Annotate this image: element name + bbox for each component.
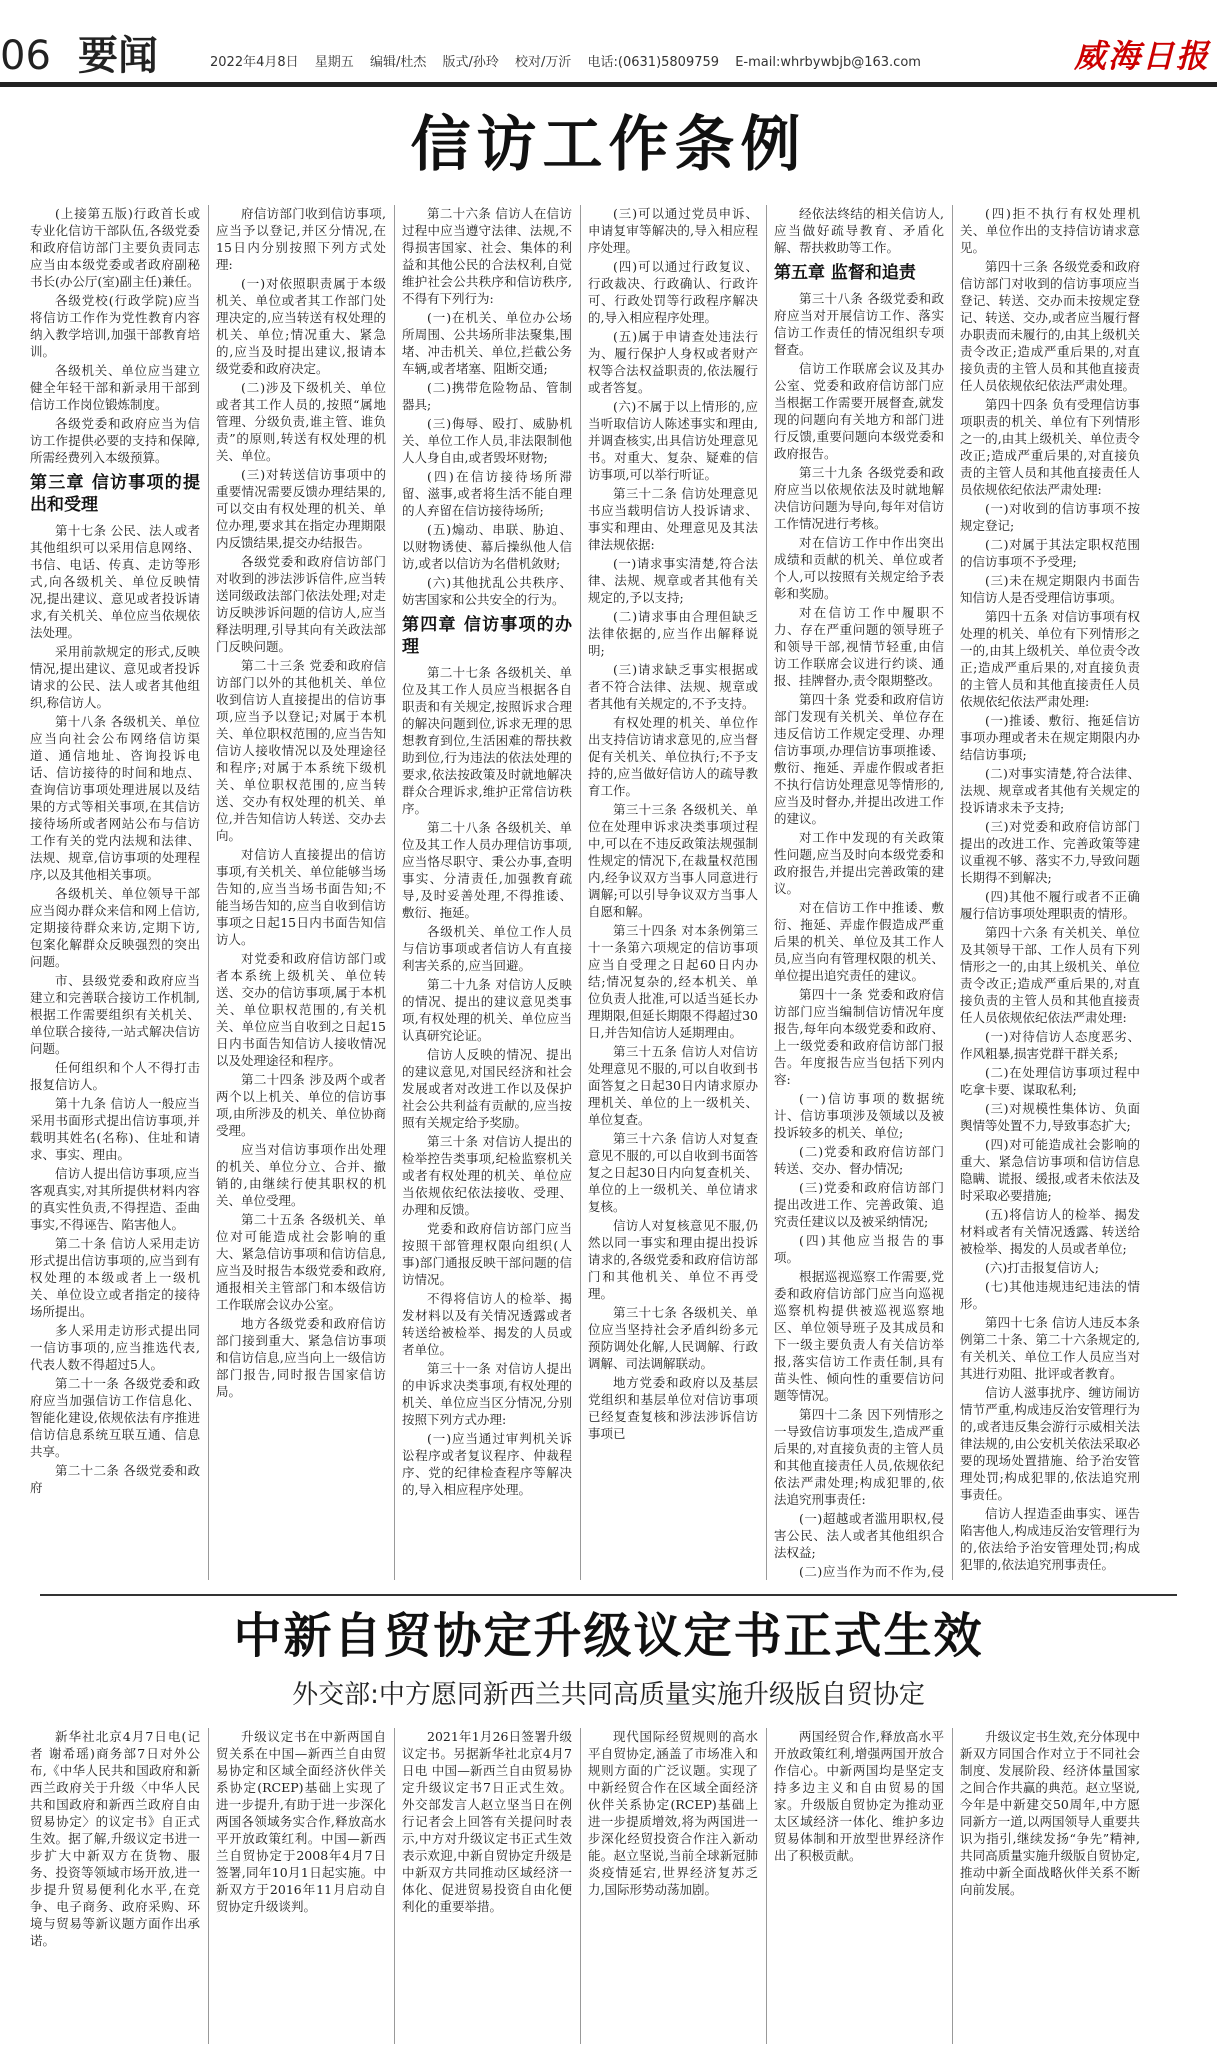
paragraph: (三)对转送信访事项中的重要情况需要反馈办理结果的,可以交由有权处理的机关、单位办理,要求其在指定办理期限内反馈结果,提交办结报告。 [216,467,386,550]
paragraph: 第二十六条 信访人在信访过程中应当遵守法律、法规,不得损害国家、社会、集体的利益和其他公民的合法权利,自觉维护社会公共秩序和信访秩序,不得有下列行为: [402,206,572,306]
column-3-paragraphs [402,205,572,608]
paragraph: 府信访部门收到信访事项,应当予以登记,并区分情况,在15日内分别按照下列方式处理: [216,206,386,272]
paragraph: 第四十六条 有关机关、单位及其领导干部、工作人员有下列情形之一的,由其上级机关、单位责令改正;造成严重后果的,对直接负责的主管人员和其他直接责任人员依规依纪依法严肃处理: [960,925,1140,1025]
column-4-paragraphs [588,205,758,1442]
paragraph: 第四十七条 信访人违反本条例第二十条、第二十六条规定的,有关机关、单位工作人员应当对其进行劝阻、批评或者教育。 [960,1315,1140,1381]
column-separator [952,1728,953,2044]
paragraph: (二)在处理信访事项过程中吃拿卡要、谋取私利; [960,1065,1140,1097]
paragraph: (三)侮辱、殴打、威胁机关、单位工作人员,非法限制他人人身自由,或者毁坏财物; [402,416,572,465]
paragraph: 市、县级党委和政府应当建立和完善联合接访工作机制,根据工作需要组织有关机关、单位联合接待,一站式解决信访问题。 [30,973,200,1056]
section-title: 要闻 [78,33,158,79]
paragraph: (三)对党委和政府信访部门提出的改进工作、完善政策等建议重视不够、落实不力,导致问题长期得不到解决; [960,819,1140,885]
column-separator [580,205,581,1580]
column-3-paragraphs-b [402,664,572,1498]
paragraph: (一)超越或者滥用职权,侵害公民、法人或者其他组织合法权益; [774,1511,944,1560]
editor-credit: 编辑/杜杰 [369,55,427,70]
masthead-rule [0,82,1217,87]
paragraph: 第四十二条 因下列情形之一导致信访事项发生,造成严重后果的,对直接负责的主管人员和其他直接责任人员,依规依纪依法严肃处理;构成犯罪的,依法追究刑事责任: [774,1407,944,1507]
paragraph: (四)在信访接待场所滞留、滋事,或者将生活不能自理的人弃留在信访接待场所; [402,469,572,518]
article-2-column-1 [30,1728,200,2044]
paragraph: 第三十九条 各级党委和政府应当以依规依法及时就地解决信访问题为导向,每年对信访工作情况进行考核。 [774,465,944,531]
paragraph: 对工作中发现的有关政策性问题,应当及时向本级党委和政府报告,并提出完善政策的建议。 [774,830,944,896]
paragraph: 任何组织和个人不得打击报复信访人。 [30,1060,200,1092]
layout-credit: 版式/孙玲 [442,55,499,70]
paragraph: 信访人提出信访事项,应当客观真实,对其所提供材料内容的真实性负责,不得捏造、歪曲事实,不得诬告、陷害他人。 [30,1166,200,1232]
paragraph: 各级机关、单位领导干部应当阅办群众来信和网上信访,定期接待群众来访,定期下访,包案化解群众反映强烈的突出问题。 [30,886,200,969]
column-2-paragraphs [216,205,386,1400]
column-separator [580,1728,581,2044]
column-5-paragraphs [774,205,944,256]
paragraph: (五)属于申请查处违法行为、履行保护人身权或者财产权等合法权益职责的,依法履行或者答复。 [588,329,758,395]
article-2-column-6 [960,1728,1140,2044]
paragraph: 第二十三条 党委和政府信访部门以外的其他机关、单位收到信访人直接提出的信访事项,应当予以登记;对属于本机关、单位职权范围的,应当告知信访人接收情况以及处理途径和程序;对属于本系统下级机关、单位职权范围的,应当转送、交办有权处理的机关、单位,并告知信访人转送、交办去向。 [216,658,386,843]
paragraph: (二)携带危险物品、管制器具; [402,380,572,412]
article-headline: 信访工作条例 [410,110,807,180]
paragraph: (四)可以通过行政复议、行政裁决、行政确认、行政许可、行政处罚等行政程序解决的,导入相应程序处理。 [588,259,758,325]
paragraph: 经依法终结的相关信访人,应当做好疏导教育、矛盾化解、帮扶救助等工作。 [774,206,944,255]
column-6-paragraphs [960,205,1140,1573]
paragraph: (三)请求缺乏事实根据或者不符合法律、法规、规章或者其他有关规定的,不予支持。 [588,662,758,711]
newspaper-logo: 威海日报 [1073,37,1210,75]
paragraph: 第四十三条 各级党委和政府信访部门对收到的信访事项应当登记、转送、交办而未按规定登记、转送、交办,或者应当履行督办职责而未履行的,由其上级机关责令改正;造成严重后果的,对直接负责的主管人员和其他直接责任人员依规依纪依法严肃处理。 [960,259,1140,393]
paragraph: (一)对依照职责属于本级机关、单位或者其工作部门处理决定的,应当转送有权处理的机关、单位;情况重大、紧急的,应当及时提出建议,报请本级党委和政府决定。 [216,276,386,376]
issue-date: 2022年4月8日 [210,55,299,70]
paragraph: (二)对属于其法定职权范围的信访事项不予受理; [960,537,1140,569]
paragraph: (一)信访事项的数据统计、信访事项涉及领域以及被投诉较多的机关、单位; [774,1091,944,1140]
paragraph: 第二十七条 各级机关、单位及其工作人员应当根据各自职责和有关规定,按照诉求合理的解决问题到位,诉求无理的思想教育到位,生活困难的帮扶救助到位,行为违法的依法处理的要求,依法按政策及时就地解决群众合理诉求,维护正常信访秩序。 [402,665,572,816]
paragraph: 第十八条 各级机关、单位应当向社会公布网络信访渠道、通信地址、咨询投诉电话、信访接待的时间和地点、查询信访事项处理进展以及结果的方式等相关事项,在其信访接待场所或者网站公布与信访工作有关的党内法规和法律、法规、规章,信访事项的处理程序,以及其他相关事项。 [30,714,200,882]
paragraph: 信访工作联席会议及其办公室、党委和政府信访部门应当根据工作需要开展督查,就发现的问题向有关地方和部门进行反馈,重要问题向本级党委和政府报告。 [774,361,944,461]
issue-weekday: 星期五 [314,55,354,70]
paragraph: 采用前款规定的形式,反映情况,提出建议、意见或者投诉请求的公民、法人或者其他组织,称信访人。 [30,644,200,710]
article-2-column-4 [588,1728,758,2044]
paragraph: 第三十三条 各级机关、单位在处理申诉求决类事项过程中,可以在不违反政策法规强制性规定的情况下,在裁量权范围内,经争议双方当事人同意进行调解;可以引导争议双方当事人自愿和解。 [588,802,758,919]
paragraph: (一)应当通过审判机关诉讼程序或者复议程序、仲裁程序、党的纪律检查程序等解决的,导入相应程序处理。 [402,1431,572,1497]
paragraph: 第二十一条 各级党委和政府应当加强信访工作信息化、智能化建设,依规依法有序推进信访信息系统互联互通、信息共享。 [30,1376,200,1459]
paragraph: 第二十二条 各级党委和政府 [30,1463,200,1495]
chapter-3-heading: 第三章 信访事项的提出和受理 [30,473,200,515]
section-divider [40,1594,1177,1596]
paragraph: (一)对待信访人态度恶劣、作风粗暴,损害党群干群关系; [960,1029,1140,1061]
paragraph: (三)可以通过党员申诉、申请复审等解决的,导入相应程序处理。 [588,206,758,255]
paragraph: 第三十四条 对本条例第三十一条第六项规定的信访事项应当自受理之日起60日内办结;情况复杂的,经本机关、单位负责人批准,可以适当延长办理期限,但延长期限不得超过30日,并告知信访人延期理由。 [588,923,758,1040]
paragraph: 第三十一条 对信访人提出的申诉求决类事项,有权处理的机关、单位应当区分情况,分别按照下列方式办理: [402,1361,572,1427]
column-separator [394,205,395,1580]
paragraph: 第三十二条 信访处理意见书应当载明信访人投诉请求、事实和理由、处理意见及其法律法规依据: [588,486,758,552]
column-1-paragraphs-b [30,522,200,1496]
paragraph: 第三十八条 各级党委和政府应当对开展信访工作、落实信访工作责任的情况组织专项督查。 [774,291,944,357]
paragraph: 第二十九条 对信访人反映的情况、提出的建议意见类事项,有权处理的机关、单位应当认真研究论证。 [402,977,572,1043]
paragraph: 信访人反映的情况、提出的建议意见,对国民经济和社会发展或者对改进工作以及保护社会公共利益有贡献的,应当按照有关规定给予奖励。 [402,1047,572,1130]
paragraph: 各级党委和政府信访部门对收到的涉法涉诉信件,应当转送同级政法部门依法处理;对走访反映涉诉问题的信访人,应当释法明理,引导其向有关政法部门反映问题。 [216,554,386,654]
paragraph: (四)拒不执行有权处理机关、单位作出的支持信访请求意见。 [960,206,1140,255]
masthead-info-line [210,56,933,70]
paragraph: (七)其他违规违纪违法的情形。 [960,1279,1140,1311]
article-2-paragraph: 升级议定书生效,充分体现中新双方同国合作对立于不同社会制度、发展阶段、经济体量国家之间合作共赢的典范。赵立坚说,今年是中新建交50周年,中方愿同新方一道,以两国领导人重要共识为指引,继续发扬“争先”精神,共同高质量实施升级版自贸协定,推动中新全面战略伙伴关系不断向前发展。 [960,1729,1140,1897]
paragraph: 第三十七条 各级机关、单位应当坚持社会矛盾纠纷多元预防调处化解,人民调解、行政调解、司法调解联动。 [588,1305,758,1371]
paragraph: (四)其他不履行或者不正确履行信访事项处理职责的情形。 [960,889,1140,921]
chapter-6-heading [960,1579,1140,1580]
paragraph: 对党委和政府信访部门或者本系统上级机关、单位转送、交办的信访事项,属于本机关、单位职权范围的,有关机关、单位应当自收到之日起15日内书面告知信访人接收情况以及处理途径和程序。 [216,951,386,1068]
article-2-subheadline: 外交部:中方愿同新西兰共同高质量实施升级版自贸协定 [292,1680,925,1710]
masthead [0,0,1217,80]
paragraph: 对信访人直接提出的信访事项,有关机关、单位能够当场告知的,应当当场书面告知;不能当场告知的,应当自收到信访事项之日起15日内书面告知信访人。 [216,847,386,947]
column-1-paragraphs [30,205,200,466]
paragraph: 对在信访工作中作出突出成绩和贡献的机关、单位或者个人,可以按照有关规定给予表彰和奖励。 [774,535,944,601]
paragraph: 第三十五条 信访人对信访处理意见不服的,可以自收到书面答复之日起30日内请求原办理机关、单位的上一级机关、单位复查。 [588,1044,758,1127]
paragraph: 信访人捏造歪曲事实、诬告陷害他人,构成违反治安管理行为的,依法给予治安管理处罚;构成犯罪的,依法追究刑事责任。 [960,1506,1140,1572]
column-5-paragraphs-b [774,290,944,1580]
article-2-column-5 [774,1728,944,2044]
paragraph: (五)煽动、串联、胁迫、以财物诱使、幕后操纵他人信访,或者以信访为名借机敛财; [402,522,572,571]
article-column-3 [402,205,572,1580]
paragraph: (六)其他扰乱公共秩序、妨害国家和公共安全的行为。 [402,575,572,607]
article-column-6 [960,205,1140,1580]
paragraph: 第二十四条 涉及两个或者两个以上机关、单位的信访事项,由所涉及的机关、单位协商受理。 [216,1072,386,1138]
paragraph: (一)请求事实清楚,符合法律、法规、规章或者其他有关规定的,予以支持; [588,556,758,605]
paragraph: (六)打击报复信访人; [985,1260,1099,1275]
column-separator [766,1728,767,2044]
article-2-paragraph: 2021年1月26日签署升级议定书。另据新华社北京4月7日电 中国—新西兰自由贸易协定升级议定书7日正式生效。外交部发言人赵立坚当日在例行记者会上回答有关提问时表示,中方对升级议定书正式生效表示欢迎,中新自贸协定升级是中新双方共同推动区域经济一体化、促进贸易投资自由化便利化的重要举措。 [402,1729,572,1914]
article-2-column-2 [216,1728,386,2044]
article-2-paragraph: 现代国际经贸规则的高水平自贸协定,涵盖了市场准入和规则方面的广泛议题。实现了中新经贸合作在区域全面经济伙伴关系协定(RCEP)基础上进一步提质增效,将为两国进一步深化经贸投资合作注入新动能。赵立坚说,当前全球新冠肺炎疫情延宕,世界经济复苏乏力,国际形势动荡加剧。 [588,1729,758,1897]
paragraph: 第四十一条 党委和政府信访部门应当编制信访情况年度报告,每年向本级党委和政府、上一级党委和政府信访部门报告。年度报告应当包括下列内容: [774,987,944,1087]
column-separator [394,1728,395,2044]
paragraph: (六)不属于以上情形的,应当听取信访人陈述事实和理由,并调查核实,出具信访处理意见书。对重大、复杂、疑难的信访事项,可以举行听证。 [588,399,758,482]
paragraph: (一)对收到的信访事项不按规定登记; [960,501,1140,533]
paragraph: (三)未在规定期限内书面告知信访人是否受理信访事项。 [960,573,1140,605]
paragraph: (三)对规模性集体访、负面舆情等处置不力,导致事态扩大; [960,1101,1140,1133]
chapter-5-heading: 第五章 监督和追责 [774,263,916,283]
paragraph: 第三十六条 信访人对复查意见不服的,可以自收到书面答复之日起30日内向复查机关、单位的上一级机关、单位请求复核。 [588,1131,758,1214]
paragraph: 多人采用走访形式提出同一信访事项的,应当推选代表,代表人数不得超过5人。 [30,1323,200,1372]
paragraph: 对在信访工作中履职不力、存在严重问题的领导班子和领导干部,视情节轻重,由信访工作联席会议进行约谈、通报、挂牌督办,责令限期整改。 [774,605,944,688]
chapter-4-heading: 第四章 信访事项的办理 [402,615,572,657]
paragraph: 应当对信访事项作出处理的机关、单位分立、合并、撤销的,由继续行使其职权的机关、单位受理。 [216,1142,386,1208]
paragraph: 各级党校(行政学院)应当将信访工作作为党性教育内容纳入教学培训,加强干部教育培训。 [30,293,200,359]
paragraph: (上接第五版)行政首长或专业化信访干部队伍,各级党委和政府信访部门主要负责同志应当由本级党委或者政府副秘书长(办公厅(室)副主任)兼任。 [30,206,200,289]
paragraph: 第四十条 党委和政府信访部门发现有关机关、单位存在违反信访工作规定受理、办理信访事项,办理信访事项推诿、敷衍、拖延、弄虚作假或者拒不执行信访处理意见等情形的,应当及时督办,并提出改进工作的建议。 [774,692,944,826]
paragraph: 对在信访工作中推诿、敷衍、拖延、弄虚作假造成严重后果的机关、单位及其工作人员,应当向有管理权限的机关、单位提出追究责任的建议。 [774,900,944,983]
paragraph: 有权处理的机关、单位作出支持信访请求意见的,应当督促有关机关、单位执行;不予支持的,应当做好信访人的疏导教育工作。 [588,715,758,798]
column-separator [766,205,767,1580]
paragraph: (三)党委和政府信访部门提出改进工作、完善政策、追究责任建议以及被采纳情况; [774,1180,944,1229]
paragraph: 第四十五条 对信访事项有权处理的机关、单位有下列情形之一的,由其上级机关、单位责令改正;造成严重后果的,对直接负责的主管人员和其他直接责任人员依规依纪依法严肃处理: [960,609,1140,709]
paragraph: (二)应当作为而不作为,侵 [799,1564,944,1579]
paragraph: (二)涉及下级机关、单位或者其工作人员的,按照“属地管理、分级负责,谁主管、谁负责”的原则,转送有权处理的机关、单位。 [216,380,386,463]
paragraph: 第二十五条 各级机关、单位对可能造成社会影响的重大、紧急信访事项和信访信息,应当及时报告本级党委和政府,通报相关主管部门和本级信访工作联席会议办公室。 [216,1212,386,1312]
paragraph: 信访人滋事扰序、缠访闹访情节严重,构成违反治安管理行为的,或者违反集会游行示威相关法律法规的,由公安机关依法采取必要的现场处置措施、给予治安管理处罚;构成犯罪的,依法追究刑事责任。 [960,1385,1140,1502]
column-separator [208,205,209,1580]
article-2-paragraph: 两国经贸合作,释放高水平开放政策红利,增强两国开放合作信心。中新两国均是坚定支持多边主义和自由贸易的国家。升级版自贸协定为推动亚太区域经济一体化、维护多边贸易体制和开放型世界经济作出了积极贡献。 [774,1729,944,1863]
paragraph: 根据巡视巡察工作需要,党委和政府信访部门应当向巡视巡察机构提供被巡视巡察地区、单位领导班子及其成员和下一级主要负责人有关信访举报,落实信访工作责任制,具有苗头性、倾向性的重要信访问题等情况。 [774,1269,944,1403]
paragraph: 第四十四条 负有受理信访事项职责的机关、单位有下列情形之一的,由其上级机关、单位责令改正;造成严重后果的,对直接负责的主管人员和其他直接责任人员依规依纪依法严肃处理: [960,397,1140,497]
paragraph: 不得将信访人的检举、揭发材料以及有关情况透露或者转送给被检举、揭发的人员或者单位。 [402,1291,572,1357]
article-2-paragraph: 升级议定书在中新两国自贸关系在中国—新西兰自由贸易协定和区域全面经济伙伴关系协定(RCEP)基础上实现了进一步提升,有助于进一步深化两国各领域务实合作,释放高水平开放政策红利。中国—新西兰自贸协定于2008年4月7日签署,同年10月1日起实施。中新双方于2016年11月启动自贸协定升级谈判。 [216,1729,386,1914]
article-2-headline: 中新自贸协定升级议定书正式生效 [233,1608,984,1664]
contact-email: E-mail:whrbywbjb@163.com [735,55,921,70]
article-column-1 [30,205,200,1580]
paragraph: 地方各级党委和政府信访部门接到重大、紧急信访事项和信访信息,应当向上一级信访部门报告,同时报告国家信访局。 [216,1316,386,1399]
paragraph: (二)党委和政府信访部门转送、交办、督办情况; [774,1144,944,1176]
paragraph: (二)对事实清楚,符合法律、法规、规章或者其他有关规定的投诉请求未予支持; [960,766,1140,815]
paragraph: (一)在机关、单位办公场所周围、公共场所非法聚集,围堵、冲击机关、单位,拦截公务车辆,或者堵塞、阻断交通; [402,310,572,376]
paragraph: 第十七条 公民、法人或者其他组织可以采用信息网络、书信、电话、传真、走访等形式,向各级机关、单位反映情况,提出建议、意见或者投诉请求,有关机关、单位应当依规依法处理。 [30,523,200,640]
page-number: 06 [0,33,51,79]
paragraph: (二)请求事由合理但缺乏法律依据的,应当作出解释说明; [588,609,758,658]
article-2-paragraph: 新华社北京4月7日电(记者 谢希瑶)商务部7日对外公布,《中华人民共和国政府和新西兰政府关于升级〈中华人民共和国政府和新西兰政府自由贸易协定〉的议定书》自正式生效。据了解,升级议定书进一步扩大中新双方在货物、服务、投资等领域市场开放,进一步提升贸易便利化水平,在竞争、电子商务、政府采购、环境与贸易等新议题方面作出承诺。 [30,1729,200,1948]
article-2-column-3 [402,1728,572,2044]
paragraph: 第十九条 信访人一般应当采用书面形式提出信访事项,并载明其姓名(名称)、住址和请求、事实、理由。 [30,1096,200,1162]
paragraph: 各级党委和政府应当为信访工作提供必要的支持和保障,所需经费列入本级预算。 [30,416,200,465]
paragraph: 信访人对复核意见不服,仍然以同一事实和理由提出投诉请求的,各级党委和政府信访部门和其他机关、单位不再受理。 [588,1218,758,1301]
paragraph: 第二十条 信访人采用走访形式提出信访事项的,应当到有权处理的本级或者上一级机关、单位设立或者指定的接待场所提出。 [30,1236,200,1319]
contact-phone: 电话:(0631)5809759 [587,55,720,70]
paragraph: 地方党委和政府以及基层党组织和基层单位对信访事项已经复查复核和涉法涉诉信访事项已 [588,1375,758,1441]
paragraph: (五)将信访人的检举、揭发材料或者有关情况透露、转送给被检举、揭发的人员或者单位; [960,1207,1140,1256]
paragraph: 各级机关、单位应当建立健全年轻干部和新录用干部到信访工作岗位锻炼制度。 [30,363,200,412]
proofread-credit: 校对/万沂 [515,55,572,70]
article-column-5 [774,205,944,1580]
column-separator [208,1728,209,2044]
paragraph: 第三十条 对信访人提出的检举控告类事项,纪检监察机关或者有权处理的机关、单位应当依规依纪依法接收、受理、办理和反馈。 [402,1134,572,1217]
paragraph: (四)对可能造成社会影响的重大、紧急信访事项和信访信息隐瞒、谎报、缓报,或者未依法及时采取必要措施; [960,1137,1140,1203]
article-column-4 [588,205,758,1580]
article-column-2 [216,205,386,1580]
paragraph: 第二十八条 各级机关、单位及其工作人员办理信访事项,应当恪尽职守、秉公办事,查明事实、分清责任,加强教育疏导,及时妥善处理,不得推诿、敷衍、拖延。 [402,820,572,920]
paragraph: 各级机关、单位工作人员与信访事项或者信访人有直接利害关系的,应当回避。 [402,924,572,973]
paragraph: 党委和政府信访部门应当按照干部管理权限向组织(人事)部门通报反映干部问题的信访情况。 [402,1221,572,1287]
paragraph: (一)推诿、敷衍、拖延信访事项办理或者未在规定期限内办结信访事项; [960,713,1140,762]
column-separator [952,205,953,1580]
paragraph: (四)其他应当报告的事项。 [774,1233,944,1265]
